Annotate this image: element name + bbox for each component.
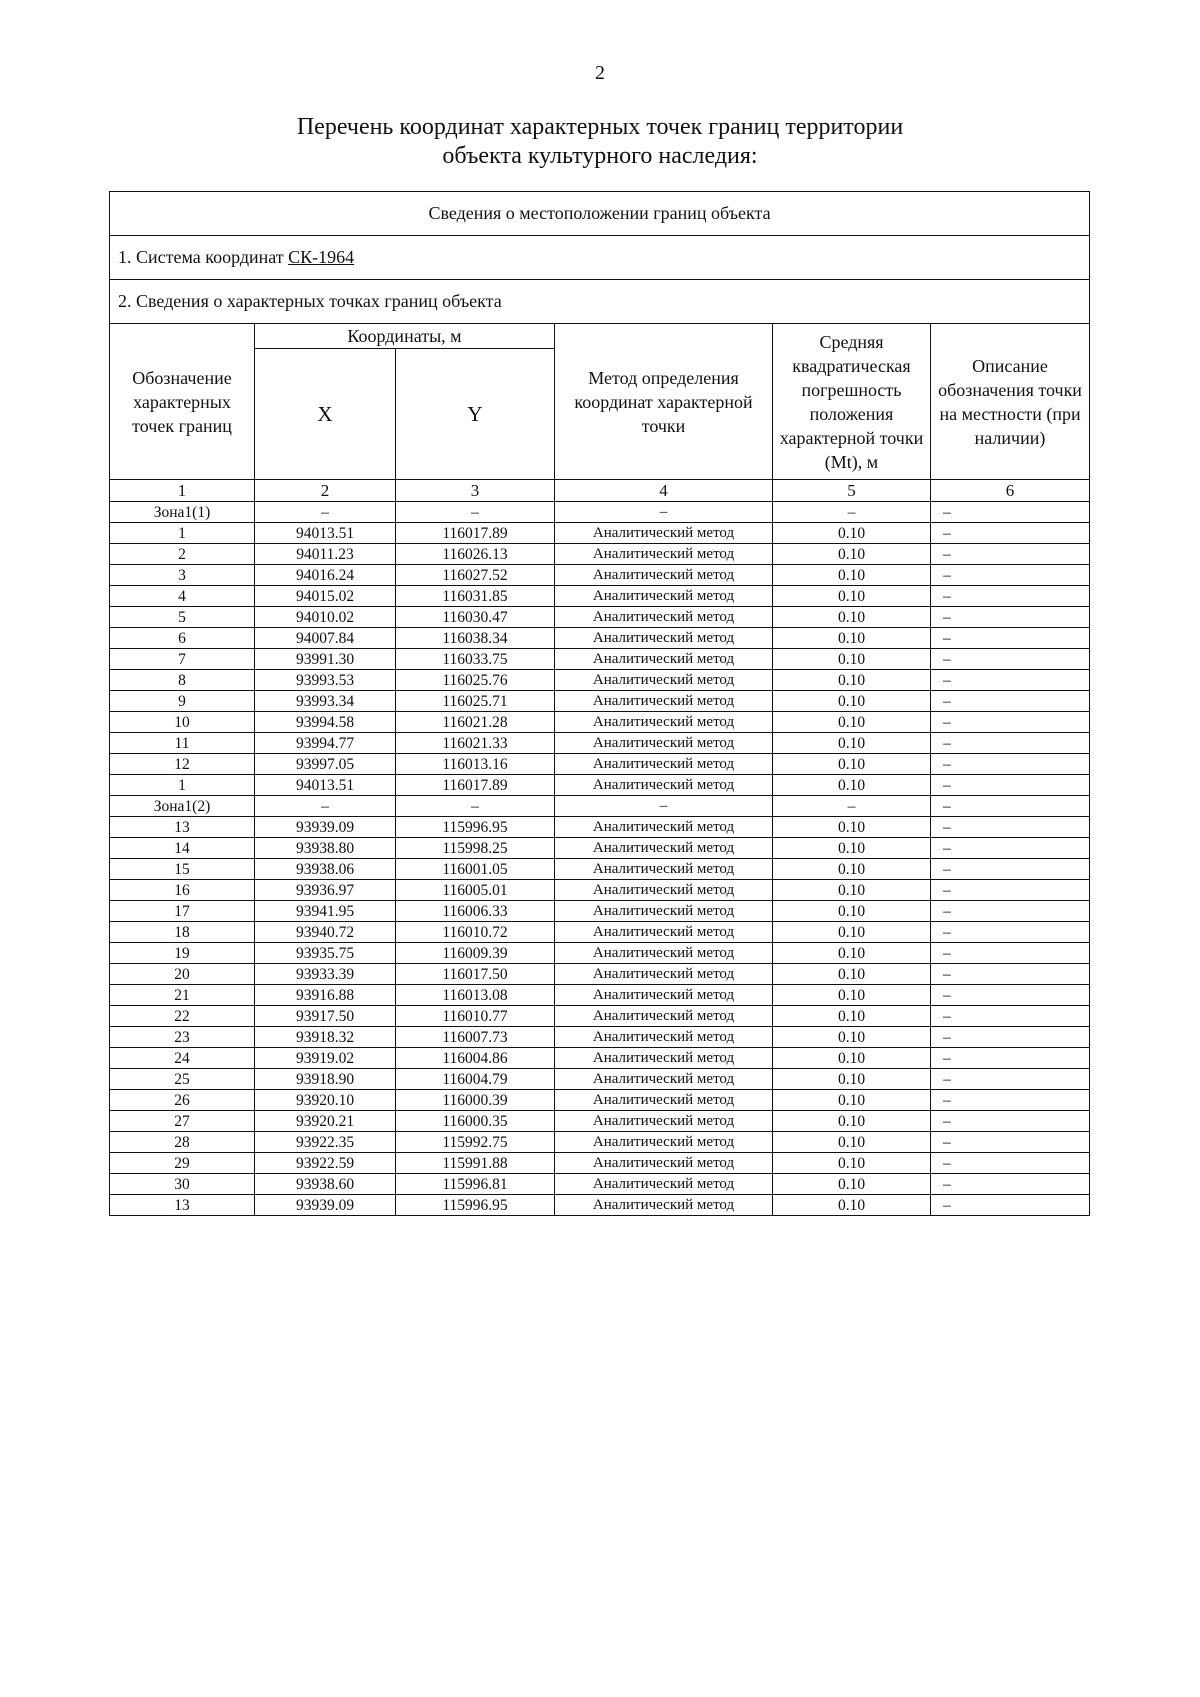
table-row: [110, 1153, 1090, 1174]
cell-y: 116038.34: [396, 628, 555, 649]
cell-error: 0.10: [773, 964, 931, 985]
cell-description: –: [931, 880, 1090, 901]
cell-error: 0.10: [773, 1111, 931, 1132]
cell-y: 115996.95: [396, 817, 555, 838]
cell-error: 0.10: [773, 1132, 931, 1153]
cell-method: Аналитический метод: [555, 964, 773, 985]
document-title-line-2: объекта культурного наследия:: [442, 143, 758, 169]
table-row: [110, 1069, 1090, 1090]
header-description: Описание обозначения точки на местности (при наличии): [931, 324, 1090, 480]
cell-x: 93994.77: [255, 733, 396, 754]
cell-error: 0.10: [773, 775, 931, 796]
cell-y: 116010.72: [396, 922, 555, 943]
cell-x: 93935.75: [255, 943, 396, 964]
cell-y: 116017.89: [396, 775, 555, 796]
cell-error: 0.10: [773, 754, 931, 775]
table-row: [110, 586, 1090, 607]
cell-point-id: 5: [110, 607, 255, 628]
cell-y: 116005.01: [396, 880, 555, 901]
cell-x: 93939.09: [255, 817, 396, 838]
cell-x: 93922.59: [255, 1153, 396, 1174]
coordinate-system-row: [110, 236, 1090, 280]
cell-description: –: [931, 1006, 1090, 1027]
table-row: [110, 1111, 1090, 1132]
cell-y: –: [396, 502, 555, 523]
cell-x: 93922.35: [255, 1132, 396, 1153]
cell-point-id: 1: [110, 775, 255, 796]
cell-error: –: [773, 796, 931, 817]
table-row: [110, 733, 1090, 754]
page-number: 2: [595, 62, 605, 84]
cell-x: 93920.10: [255, 1090, 396, 1111]
cell-description: –: [931, 1132, 1090, 1153]
cell-point-id: 7: [110, 649, 255, 670]
cell-error: 0.10: [773, 628, 931, 649]
table-row: [110, 1006, 1090, 1027]
cell-description: –: [931, 1048, 1090, 1069]
cell-y: 116006.33: [396, 901, 555, 922]
cell-y: 115998.25: [396, 838, 555, 859]
cell-description: –: [931, 1174, 1090, 1195]
cell-error: 0.10: [773, 733, 931, 754]
cell-description: –: [931, 502, 1090, 523]
cell-method: Аналитический метод: [555, 922, 773, 943]
cell-point-id: 30: [110, 1174, 255, 1195]
table-row: [110, 670, 1090, 691]
table-row: [110, 607, 1090, 628]
document-title-line-1: Перечень координат характерных точек границ территории: [296, 114, 904, 140]
cell-method: Аналитический метод: [555, 1111, 773, 1132]
cell-error: 0.10: [773, 880, 931, 901]
cell-point-id: 11: [110, 733, 255, 754]
cell-error: 0.10: [773, 1006, 931, 1027]
table-row: [110, 775, 1090, 796]
cell-x: 93938.06: [255, 859, 396, 880]
table-row: [110, 1048, 1090, 1069]
cell-point-id: 29: [110, 1153, 255, 1174]
cell-method: Аналитический метод: [555, 691, 773, 712]
header-mean-square-error: Средняя квадратическая погрешность положения характерной точки (Mt), м: [773, 324, 931, 480]
cell-description: –: [931, 754, 1090, 775]
cell-x: –: [255, 796, 396, 817]
cell-y: 116021.33: [396, 733, 555, 754]
table-row: [110, 649, 1090, 670]
cell-description: –: [931, 838, 1090, 859]
cell-error: 0.10: [773, 565, 931, 586]
cell-x: 93991.30: [255, 649, 396, 670]
table-row: [110, 754, 1090, 775]
document-title: [0, 113, 1200, 171]
cell-description: –: [931, 922, 1090, 943]
cell-method: Аналитический метод: [555, 880, 773, 901]
cell-description: –: [931, 1153, 1090, 1174]
cell-y: 116033.75: [396, 649, 555, 670]
cell-y: 116001.05: [396, 859, 555, 880]
cell-error: –: [773, 502, 931, 523]
cell-error: 0.10: [773, 649, 931, 670]
cell-point-id: 9: [110, 691, 255, 712]
table-row: [110, 985, 1090, 1006]
cell-x: 94013.51: [255, 775, 396, 796]
cell-y: 116030.47: [396, 607, 555, 628]
cell-y: 115992.75: [396, 1132, 555, 1153]
cell-x: 93994.58: [255, 712, 396, 733]
cell-point-id: 6: [110, 628, 255, 649]
column-number: 4: [555, 480, 773, 502]
cell-point-id: 27: [110, 1111, 255, 1132]
table-row: [110, 1195, 1090, 1216]
cell-description: –: [931, 733, 1090, 754]
cell-description: –: [931, 1069, 1090, 1090]
cell-description: –: [931, 712, 1090, 733]
cell-method: Аналитический метод: [555, 859, 773, 880]
cell-point-id: 2: [110, 544, 255, 565]
table-row: [110, 901, 1090, 922]
cell-y: –: [396, 796, 555, 817]
cell-description: –: [931, 859, 1090, 880]
cell-method: Аналитический метод: [555, 1174, 773, 1195]
cell-point-id: 22: [110, 1006, 255, 1027]
cell-x: 93941.95: [255, 901, 396, 922]
cell-error: 0.10: [773, 817, 931, 838]
cell-method: –: [555, 502, 773, 523]
cell-description: –: [931, 796, 1090, 817]
cell-method: Аналитический метод: [555, 649, 773, 670]
cell-x: 94011.23: [255, 544, 396, 565]
cell-method: Аналитический метод: [555, 607, 773, 628]
cell-x: 93940.72: [255, 922, 396, 943]
cell-description: –: [931, 1027, 1090, 1048]
table-row: [110, 964, 1090, 985]
cell-error: 0.10: [773, 922, 931, 943]
cell-x: 93916.88: [255, 985, 396, 1006]
cell-description: –: [931, 544, 1090, 565]
cell-method: Аналитический метод: [555, 586, 773, 607]
cell-description: –: [931, 901, 1090, 922]
cell-x: 93918.90: [255, 1069, 396, 1090]
cell-point-id: 21: [110, 985, 255, 1006]
cell-x: 94013.51: [255, 523, 396, 544]
cell-method: Аналитический метод: [555, 544, 773, 565]
cell-description: –: [931, 1111, 1090, 1132]
cell-point-id: 17: [110, 901, 255, 922]
table-row: [110, 1174, 1090, 1195]
cell-description: –: [931, 649, 1090, 670]
table-row: [110, 859, 1090, 880]
cell-description: –: [931, 607, 1090, 628]
cell-point-id: 1: [110, 523, 255, 544]
cell-x: 93917.50: [255, 1006, 396, 1027]
cell-y: 116031.85: [396, 586, 555, 607]
table-row: [110, 817, 1090, 838]
cell-point-id: 24: [110, 1048, 255, 1069]
table-row: [110, 922, 1090, 943]
header-y: Y: [396, 349, 555, 480]
cell-error: 0.10: [773, 607, 931, 628]
cell-error: 0.10: [773, 544, 931, 565]
cell-description: –: [931, 1195, 1090, 1216]
cell-description: –: [931, 985, 1090, 1006]
cell-x: 93993.34: [255, 691, 396, 712]
cell-description: –: [931, 565, 1090, 586]
cell-point-id: 26: [110, 1090, 255, 1111]
header-point-designation: Обозначение характерных точек границ: [110, 324, 255, 480]
cell-error: 0.10: [773, 712, 931, 733]
cell-y: 115991.88: [396, 1153, 555, 1174]
cell-y: 115996.95: [396, 1195, 555, 1216]
table-row: [110, 1090, 1090, 1111]
cell-method: Аналитический метод: [555, 670, 773, 691]
points-info-heading: 2. Сведения о характерных точках границ объекта: [110, 280, 1090, 324]
cell-error: 0.10: [773, 691, 931, 712]
cell-point-id: 14: [110, 838, 255, 859]
cell-x: –: [255, 502, 396, 523]
cell-point-id: 3: [110, 565, 255, 586]
cell-method: Аналитический метод: [555, 523, 773, 544]
cell-point-id: 18: [110, 922, 255, 943]
cell-method: Аналитический метод: [555, 1006, 773, 1027]
table-row: [110, 796, 1090, 817]
cell-y: 116004.86: [396, 1048, 555, 1069]
cell-error: 0.10: [773, 1090, 931, 1111]
cell-y: 116007.73: [396, 1027, 555, 1048]
cell-point-id: 4: [110, 586, 255, 607]
cell-point-id: Зона1(2): [110, 796, 255, 817]
cell-point-id: 15: [110, 859, 255, 880]
header-method: Метод определения координат характерной точки: [555, 324, 773, 480]
cell-error: 0.10: [773, 1027, 931, 1048]
cell-x: 93938.80: [255, 838, 396, 859]
cell-method: Аналитический метод: [555, 1048, 773, 1069]
table-row: [110, 1132, 1090, 1153]
cell-error: 0.10: [773, 943, 931, 964]
cell-x: 93920.21: [255, 1111, 396, 1132]
cell-x: 93933.39: [255, 964, 396, 985]
cell-error: 0.10: [773, 1153, 931, 1174]
cell-point-id: 13: [110, 817, 255, 838]
cell-method: Аналитический метод: [555, 712, 773, 733]
cell-y: 116010.77: [396, 1006, 555, 1027]
cell-y: 116021.28: [396, 712, 555, 733]
cell-point-id: 8: [110, 670, 255, 691]
cell-x: 93997.05: [255, 754, 396, 775]
cell-description: –: [931, 691, 1090, 712]
cell-error: 0.10: [773, 838, 931, 859]
cell-description: –: [931, 817, 1090, 838]
cell-method: Аналитический метод: [555, 1132, 773, 1153]
column-number: 2: [255, 480, 396, 502]
cell-x: 93936.97: [255, 880, 396, 901]
table-row: [110, 691, 1090, 712]
column-number: 3: [396, 480, 555, 502]
cell-description: –: [931, 943, 1090, 964]
cell-point-id: 13: [110, 1195, 255, 1216]
table-row: [110, 502, 1090, 523]
cell-description: –: [931, 586, 1090, 607]
column-number: 5: [773, 480, 931, 502]
cell-point-id: 28: [110, 1132, 255, 1153]
table-row: [110, 838, 1090, 859]
cell-method: Аналитический метод: [555, 817, 773, 838]
cell-x: 94016.24: [255, 565, 396, 586]
table-row: [110, 544, 1090, 565]
cell-y: 116027.52: [396, 565, 555, 586]
cell-method: Аналитический метод: [555, 754, 773, 775]
cell-y: 116004.79: [396, 1069, 555, 1090]
cell-y: 116025.76: [396, 670, 555, 691]
table-row: [110, 880, 1090, 901]
cell-method: Аналитический метод: [555, 1153, 773, 1174]
cell-method: –: [555, 796, 773, 817]
cell-x: 94007.84: [255, 628, 396, 649]
cell-point-id: 23: [110, 1027, 255, 1048]
table-row: [110, 712, 1090, 733]
table-row: [110, 628, 1090, 649]
cell-error: 0.10: [773, 1174, 931, 1195]
cell-description: –: [931, 1090, 1090, 1111]
cell-method: Аналитический метод: [555, 1195, 773, 1216]
cell-method: Аналитический метод: [555, 838, 773, 859]
cell-description: –: [931, 628, 1090, 649]
cell-description: –: [931, 964, 1090, 985]
cell-x: 93938.60: [255, 1174, 396, 1195]
coordinate-system-value: СК-1964: [288, 247, 355, 267]
cell-method: Аналитический метод: [555, 565, 773, 586]
cell-y: 116000.35: [396, 1111, 555, 1132]
cell-y: 116017.50: [396, 964, 555, 985]
cell-point-id: 20: [110, 964, 255, 985]
table-row: [110, 523, 1090, 544]
table-row: [110, 565, 1090, 586]
cell-description: –: [931, 670, 1090, 691]
table-row: [110, 1027, 1090, 1048]
coordinates-table: [109, 191, 1090, 1216]
column-number: 1: [110, 480, 255, 502]
cell-error: 0.10: [773, 985, 931, 1006]
cell-y: 116025.71: [396, 691, 555, 712]
cell-y: 116013.16: [396, 754, 555, 775]
cell-method: Аналитический метод: [555, 1069, 773, 1090]
cell-point-id: 25: [110, 1069, 255, 1090]
cell-error: 0.10: [773, 523, 931, 544]
cell-x: 93919.02: [255, 1048, 396, 1069]
cell-point-id: 12: [110, 754, 255, 775]
cell-method: Аналитический метод: [555, 1090, 773, 1111]
cell-method: Аналитический метод: [555, 628, 773, 649]
cell-error: 0.10: [773, 586, 931, 607]
cell-x: 93939.09: [255, 1195, 396, 1216]
section-title: Сведения о местоположении границ объекта: [110, 192, 1090, 236]
cell-x: 93918.32: [255, 1027, 396, 1048]
cell-error: 0.10: [773, 859, 931, 880]
cell-x: 94010.02: [255, 607, 396, 628]
cell-y: 116017.89: [396, 523, 555, 544]
cell-method: Аналитический метод: [555, 733, 773, 754]
cell-point-id: 19: [110, 943, 255, 964]
cell-point-id: Зона1(1): [110, 502, 255, 523]
cell-y: 116026.13: [396, 544, 555, 565]
cell-x: 94015.02: [255, 586, 396, 607]
cell-method: Аналитический метод: [555, 943, 773, 964]
cell-x: 93993.53: [255, 670, 396, 691]
cell-y: 115996.81: [396, 1174, 555, 1195]
table-row: [110, 943, 1090, 964]
column-number: 6: [931, 480, 1090, 502]
cell-error: 0.10: [773, 670, 931, 691]
header-x: X: [255, 349, 396, 480]
cell-error: 0.10: [773, 1048, 931, 1069]
cell-method: Аналитический метод: [555, 775, 773, 796]
cell-method: Аналитический метод: [555, 985, 773, 1006]
cell-error: 0.10: [773, 901, 931, 922]
cell-y: 116000.39: [396, 1090, 555, 1111]
cell-y: 116013.08: [396, 985, 555, 1006]
cell-point-id: 16: [110, 880, 255, 901]
cell-error: 0.10: [773, 1069, 931, 1090]
cell-point-id: 10: [110, 712, 255, 733]
cell-description: –: [931, 775, 1090, 796]
coordinate-system-label: 1. Система координат: [118, 247, 284, 267]
cell-method: Аналитический метод: [555, 901, 773, 922]
cell-method: Аналитический метод: [555, 1027, 773, 1048]
cell-error: 0.10: [773, 1195, 931, 1216]
cell-y: 116009.39: [396, 943, 555, 964]
header-coordinates: Координаты, м: [255, 324, 555, 349]
cell-description: –: [931, 523, 1090, 544]
